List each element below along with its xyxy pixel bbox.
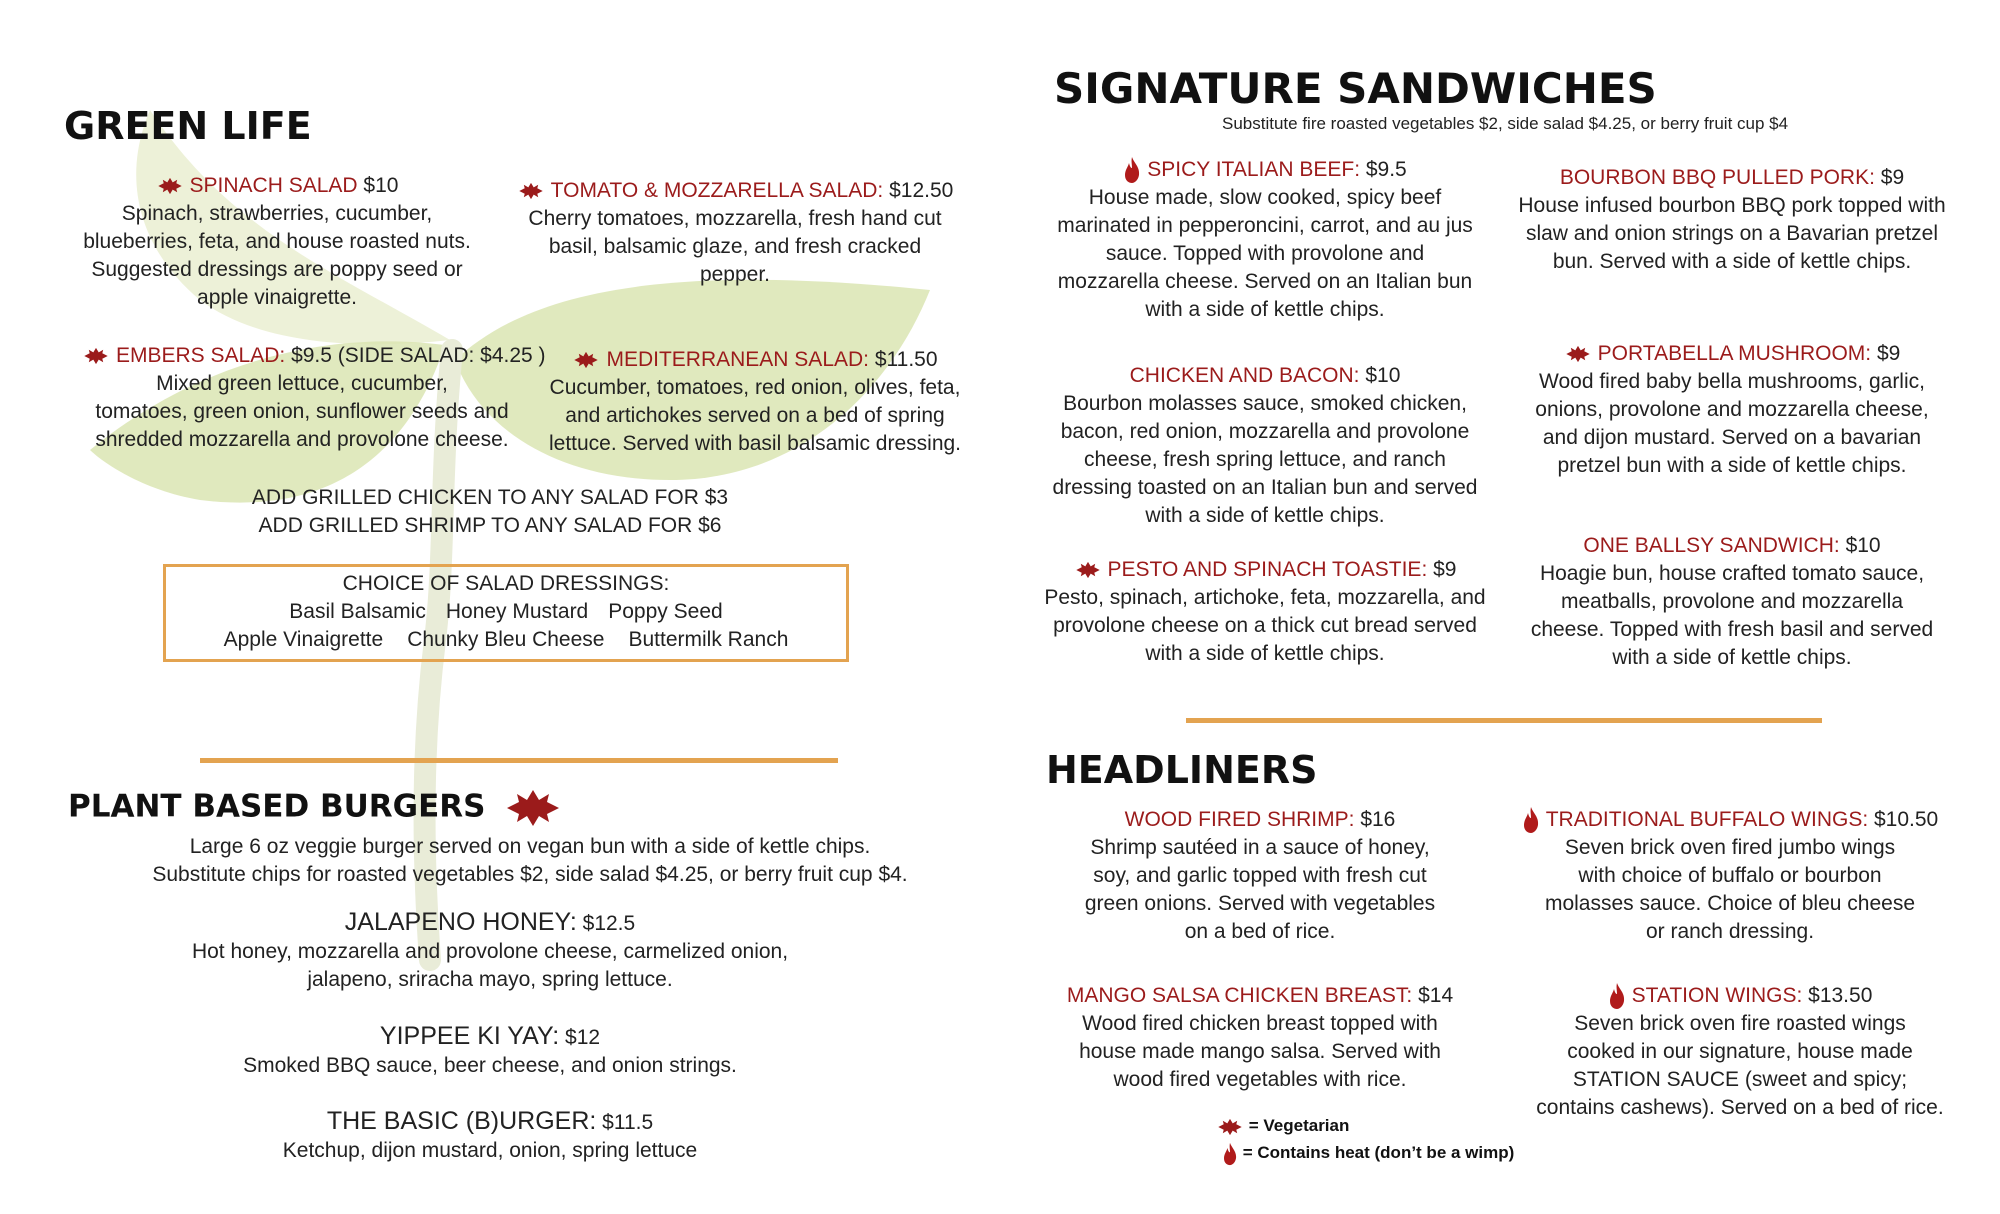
item-name: YIPPEE KI YAY:: [379, 1022, 560, 1050]
item-desc-line: green onions. Served with vegetables: [1084, 892, 1436, 915]
item-desc-line: Wood fired baby bella mushrooms, garlic,: [1539, 370, 1925, 393]
intro-line: Large 6 oz veggie burger served on vegan bun with a side of kettle chips.: [189, 835, 871, 858]
item-desc-line: Ketchup, dijon mustard, onion, spring lettuce: [282, 1139, 698, 1162]
item-desc-line: Pesto, spinach, artichoke, feta, mozzarella, and: [1044, 586, 1486, 609]
menu-item-embers-salad: [82, 342, 546, 454]
item-name: MANGO SALSA CHICKEN BREAST:: [1066, 984, 1413, 1007]
item-desc-line: shredded mozzarella and provolone cheese.: [95, 428, 509, 451]
menu-item-jalapeno-honey: [110, 906, 870, 994]
maple-leaf-icon: [1564, 345, 1592, 363]
maple-leaf-icon: [1074, 561, 1102, 579]
item-desc-line: with a side of kettle chips.: [1145, 642, 1385, 665]
item-name: STATION WINGS:: [1631, 984, 1803, 1007]
menu-item-basic-burger: [110, 1105, 870, 1165]
item-desc-line: Spinach, strawberries, cucumber,: [121, 202, 433, 225]
dressing-option: Honey Mustard: [445, 600, 589, 623]
item-desc-line: house made mango salsa. Served with: [1079, 1040, 1441, 1063]
legend-heat: [1216, 1139, 1514, 1166]
item-desc-line: apple vinaigrette.: [197, 286, 357, 309]
dressings-title: CHOICE OF SALAD DRESSINGS:: [342, 572, 670, 595]
item-desc-line: mozzarella cheese. Served on an Italian bun: [1057, 270, 1473, 294]
item-desc-line: Bourbon molasses sauce, smoked chicken,: [1063, 392, 1467, 415]
item-name: CHICKEN AND BACON:: [1129, 364, 1360, 387]
item-name: MEDITERRANEAN SALAD:: [606, 348, 870, 371]
item-price: $13.50: [1802, 984, 1873, 1007]
maple-leaf-icon: [572, 351, 600, 369]
item-price: $14: [1412, 984, 1454, 1007]
item-name: PESTO AND SPINACH TOASTIE:: [1107, 558, 1428, 581]
addon-line: ADD GRILLED CHICKEN TO ANY SALAD FOR $3: [251, 486, 729, 509]
item-desc-line: STATION SAUCE (sweet and spicy;: [1572, 1068, 1908, 1092]
section-divider: [200, 758, 838, 763]
item-desc-line: Wood fired chicken breast topped with: [1082, 1012, 1438, 1035]
salad-dressings-box: [163, 564, 849, 662]
item-name: BOURBON BBQ PULLED PORK:: [1559, 166, 1875, 189]
burgers-intro: [60, 833, 1000, 889]
item-price: $12.50: [889, 179, 954, 202]
item-desc-line: Seven brick oven fire roasted wings: [1574, 1012, 1906, 1036]
item-desc-line: Suggested dressings are poppy seed or: [91, 258, 463, 281]
item-desc-line: jalapeno, sriracha mayo, spring lettuce.: [307, 968, 673, 991]
menu-item-station-wings: [1510, 982, 1970, 1122]
dressing-option: Poppy Seed: [608, 600, 723, 623]
item-desc-line: blueberries, feta, and house roasted nuts.: [83, 230, 471, 253]
item-price: $12: [559, 1026, 601, 1049]
legend-heat-label: = Contains heat (don’t be a wimp): [1242, 1143, 1515, 1162]
item-price: $10.50: [1868, 808, 1939, 831]
item-desc-line: contains cashews). Served on a bed of rice.: [1536, 1096, 1944, 1120]
item-desc-line: with a side of kettle chips.: [1145, 504, 1385, 527]
section-title-text: PLANT BASED BURGERS: [68, 788, 486, 825]
item-price: $10: [1839, 534, 1881, 557]
item-desc-line: bun. Served with a side of kettle chips.: [1552, 250, 1912, 273]
menu-item-mediterranean-salad: [530, 346, 980, 458]
item-desc-line: marinated in pepperoncini, carrot, and au jus: [1057, 214, 1473, 238]
dressings-row: [166, 598, 846, 626]
item-desc-line: cooked in our signature, house made: [1567, 1040, 1913, 1064]
item-desc-line: onions, provolone and mozzarella cheese,: [1535, 398, 1929, 421]
item-desc-line: pretzel bun with a side of kettle chips.: [1557, 454, 1907, 477]
item-price: $11.5: [596, 1111, 654, 1134]
item-desc-line: with a side of kettle chips.: [1612, 646, 1852, 669]
item-desc-line: sauce. Topped with provolone and: [1105, 242, 1425, 266]
maple-leaf-icon: [82, 347, 110, 365]
item-name: THE BASIC (B)URGER:: [326, 1107, 597, 1135]
item-desc-line: on a bed of rice.: [1184, 920, 1336, 943]
flame-icon: [1608, 982, 1626, 1010]
item-price: $12.5: [576, 912, 636, 935]
maple-leaf-icon: [156, 177, 184, 195]
item-desc-line: soy, and garlic topped with fresh cut: [1093, 864, 1427, 887]
section-title-green-life: GREEN LIFE: [64, 104, 312, 148]
addon-line: ADD GRILLED SHRIMP TO ANY SALAD FOR $6: [258, 514, 722, 537]
item-price: $9: [1874, 166, 1905, 189]
item-desc-line: House infused bourbon BBQ pork topped with: [1518, 194, 1946, 217]
item-price: $16: [1354, 808, 1396, 831]
item-desc-line: or ranch dressing.: [1645, 920, 1815, 944]
section-title-headliners: HEADLINERS: [1046, 748, 1318, 792]
salad-addons: [190, 484, 790, 540]
item-desc-line: Shrimp sautéed in a sauce of honey,: [1090, 836, 1430, 859]
item-price: $9: [1871, 342, 1901, 365]
section-title-signature-sandwiches: SIGNATURE SANDWICHES: [1054, 64, 1657, 113]
maple-leaf-icon: [500, 788, 566, 828]
menu-item-portabella-mushroom: [1502, 340, 1962, 480]
menu-item-tomato-mozzarella-salad: [500, 177, 970, 289]
item-name: TOMATO & MOZZARELLA SALAD:: [550, 179, 884, 202]
item-name: SPICY ITALIAN BEEF:: [1147, 158, 1361, 181]
item-desc-line: with choice of buffalo or bourbon: [1578, 864, 1882, 888]
flame-icon: [1522, 806, 1540, 834]
maple-leaf-icon: [1216, 1118, 1244, 1136]
item-price: $9: [1427, 558, 1457, 581]
maple-leaf-icon: [517, 182, 545, 200]
item-desc-line: cheese, fresh spring lettuce, and ranch: [1084, 448, 1446, 471]
legend-vegetarian-label: = Vegetarian: [1248, 1116, 1350, 1135]
menu-item-bourbon-bbq-pulled-pork: [1502, 164, 1962, 276]
dressing-option: Apple Vinaigrette: [223, 628, 384, 651]
item-price: $9.5: [1360, 158, 1407, 181]
item-name: SPINACH SALAD: [189, 174, 358, 197]
item-desc-line: Mixed green lettuce, cucumber,: [156, 372, 448, 395]
icon-legend: [1216, 1112, 1514, 1166]
menu-item-mango-salsa-chicken-breast: [1050, 982, 1470, 1094]
dressing-option: Basil Balsamic: [289, 600, 426, 623]
item-desc-line: and artichokes served on a bed of spring: [565, 404, 945, 427]
menu-item-traditional-buffalo-wings: [1500, 806, 1960, 946]
item-price: $10: [1359, 364, 1401, 387]
item-name: TRADITIONAL BUFFALO WINGS:: [1545, 808, 1869, 831]
item-desc-line: Cherry tomatoes, mozzarella, fresh hand cut: [528, 207, 942, 230]
section-divider: [1186, 718, 1822, 723]
item-desc-line: Hoagie bun, house crafted tomato sauce,: [1539, 562, 1925, 585]
item-name: JALAPENO HONEY:: [344, 908, 577, 936]
menu-item-one-ballsy-sandwich: [1502, 532, 1962, 672]
item-price: $9.5 (SIDE SALAD: $4.25 ): [285, 344, 546, 367]
item-desc-line: Seven brick oven fired jumbo wings: [1564, 836, 1896, 860]
item-desc-line: Hot honey, mozzarella and provolone cheese, carmelized onion,: [191, 940, 789, 963]
item-desc-line: Cucumber, tomatoes, red onion, olives, feta,: [549, 376, 961, 399]
item-desc-line: tomatoes, green onion, sunflower seeds and: [95, 400, 509, 423]
item-desc-line: wood fired vegetables with rice.: [1113, 1068, 1407, 1091]
item-name: ONE BALLSY SANDWICH:: [1583, 534, 1840, 557]
item-desc-line: bacon, red onion, mozzarella and provolone: [1060, 420, 1470, 443]
menu-item-pesto-spinach-toastie: [1030, 556, 1500, 668]
menu-item-wood-fired-shrimp: [1060, 806, 1460, 946]
item-desc-line: House made, slow cooked, spicy beef: [1088, 186, 1442, 210]
dressing-option: Buttermilk Ranch: [628, 628, 789, 651]
item-price: $10: [363, 174, 399, 197]
item-desc-line: lettuce. Served with basil balsamic dressing.: [548, 432, 962, 455]
flame-icon: [1222, 1142, 1238, 1166]
menu-item-yippee-ki-yay: [110, 1020, 870, 1080]
item-desc-line: provolone cheese on a thick cut bread served: [1053, 614, 1477, 637]
item-desc-line: slaw and onion strings on a Bavarian pretzel: [1525, 222, 1939, 245]
menu-item-chicken-and-bacon: [1040, 362, 1490, 530]
item-desc-line: Smoked BBQ sauce, beer cheese, and onion strings.: [243, 1054, 737, 1077]
sandwiches-subtitle: Substitute fire roasted vegetables $2, side salad $4.25, or berry fruit cup $4: [1222, 114, 1789, 133]
item-desc-line: basil, balsamic glaze, and fresh cracked: [548, 235, 922, 258]
item-name: PORTABELLA MUSHROOM:: [1597, 342, 1872, 365]
flame-icon: [1123, 156, 1141, 184]
item-desc-line: molasses sauce. Choice of bleu cheese: [1544, 892, 1916, 916]
intro-line: Substitute chips for roasted vegetables $2, side salad $4.25, or berry fruit cup $4.: [152, 863, 908, 886]
item-desc-line: and dijon mustard. Served on a bavarian: [1542, 426, 1922, 449]
item-price: $11.50: [869, 348, 938, 371]
item-name: WOOD FIRED SHRIMP:: [1124, 808, 1355, 831]
dressings-row: [166, 626, 846, 654]
menu-item-spinach-salad: [62, 172, 492, 312]
item-name: EMBERS SALAD:: [116, 344, 286, 367]
legend-vegetarian: [1216, 1112, 1514, 1139]
menu-item-spicy-italian-beef: [1040, 156, 1490, 324]
item-desc-line: meatballs, provolone and mozzarella: [1560, 590, 1904, 613]
item-desc-line: pepper.: [699, 263, 771, 286]
item-desc-line: with a side of kettle chips.: [1145, 298, 1385, 322]
item-desc-line: cheese. Topped with fresh basil and served: [1530, 618, 1934, 641]
item-desc-line: dressing toasted on an Italian bun and served: [1052, 476, 1478, 499]
dressing-option: Chunky Bleu Cheese: [407, 628, 605, 651]
section-title-plant-based-burgers: [68, 788, 566, 828]
